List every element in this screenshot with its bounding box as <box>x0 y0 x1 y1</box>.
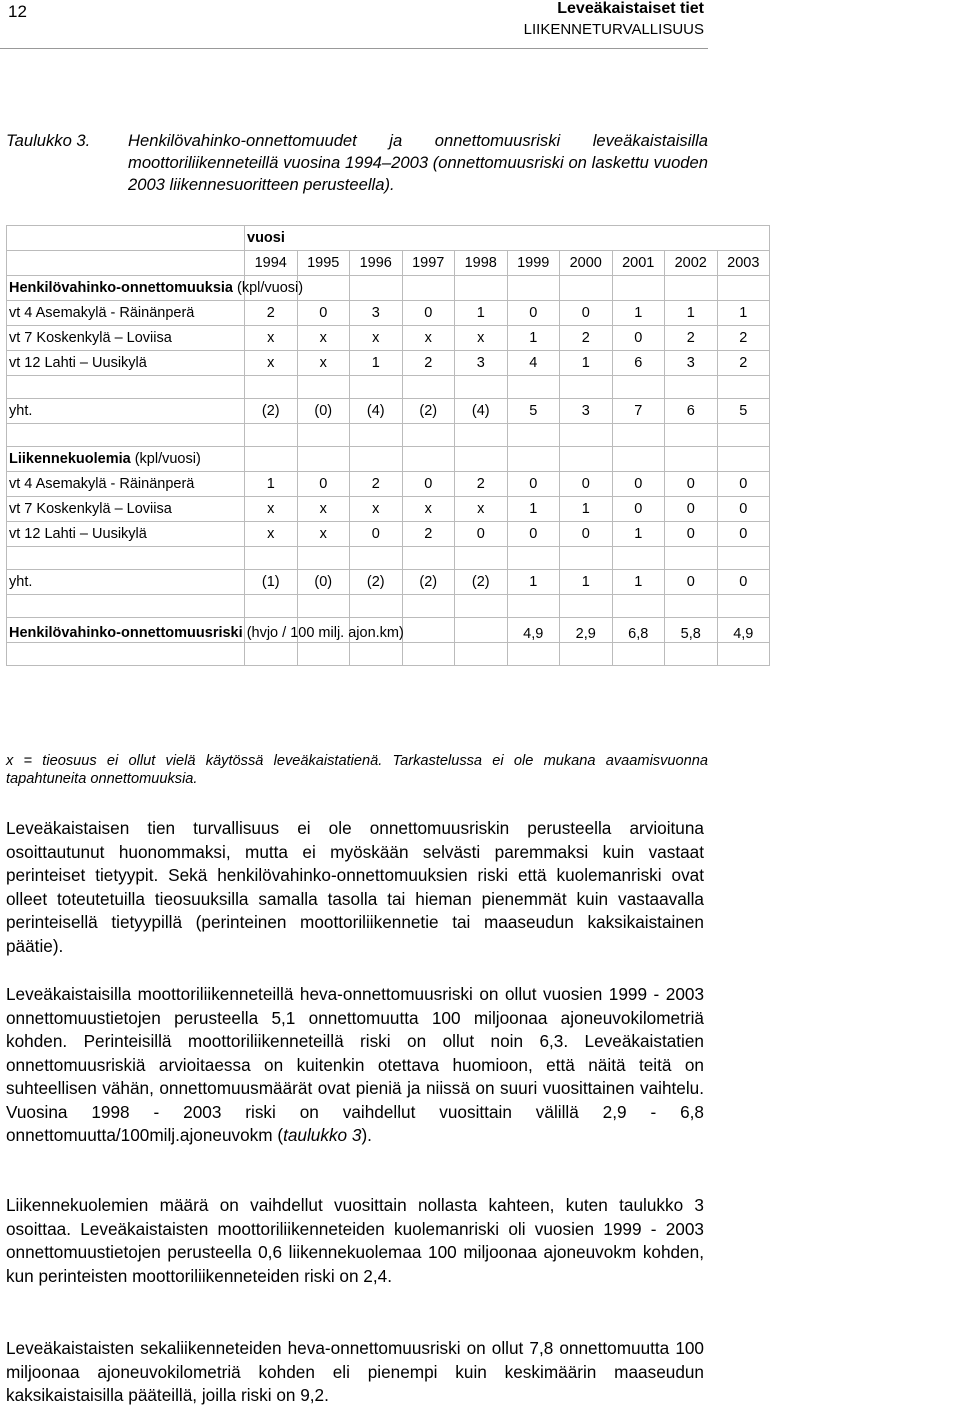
spacer-row <box>7 424 770 447</box>
value-cell: 0 <box>402 301 455 326</box>
empty-cell <box>665 595 718 618</box>
value-cell: 2 <box>717 351 770 376</box>
total-cell: 6 <box>665 399 718 424</box>
spacer-row <box>7 595 770 618</box>
value-cell: x <box>350 326 403 351</box>
total-cell: 0 <box>717 570 770 595</box>
paragraph-3: Liikennekuolemien määrä on vaihdellut vuosittain nollasta kahteen, kuten taulukko 3 osoittaa. Leveäkaistaisten moottoriliikenneteiden kuolemanriski oli vuosien 1999 - 2003 onnettomuustietojen perusteella 0,6 liikennekuolemaa 100 miljoonaa ajoneuvokm kohden, kun perinteisten moottoriliikenneteiden riski on 2,4. <box>6 1195 704 1286</box>
value-cell: 0 <box>665 472 718 497</box>
empty-cell <box>612 643 665 666</box>
section1-title-row <box>7 276 770 301</box>
risk-cell: 2,9 <box>560 618 613 643</box>
header-subtitle: LIIKENNETURVALLISUUS <box>523 21 704 38</box>
section-title <box>7 447 245 472</box>
empty-cell <box>245 376 298 399</box>
value-cell: 2 <box>665 326 718 351</box>
year-header: 2000 <box>560 251 613 276</box>
value-cell: 0 <box>507 301 560 326</box>
value-cell: 3 <box>455 351 508 376</box>
value-cell: x <box>402 497 455 522</box>
empty-cell <box>455 547 508 570</box>
empty-cell <box>297 424 350 447</box>
value-cell: x <box>402 326 455 351</box>
empty-cell <box>665 547 718 570</box>
risk-cell: 6,8 <box>612 618 665 643</box>
section-title-unit: (hvjo / 100 milj. ajon.km) <box>246 625 404 641</box>
value-cell: 1 <box>612 522 665 547</box>
value-cell: 0 <box>665 522 718 547</box>
total-row <box>7 570 770 595</box>
total-cell: (2) <box>245 399 298 424</box>
empty-cell <box>455 276 508 301</box>
empty-cell <box>297 447 350 472</box>
empty-cell <box>507 643 560 666</box>
empty-cell <box>717 643 770 666</box>
years-row <box>7 251 770 276</box>
empty-cell <box>612 547 665 570</box>
value-cell: 0 <box>560 472 613 497</box>
empty-cell <box>455 447 508 472</box>
total-cell: (2) <box>402 570 455 595</box>
total-cell: (0) <box>297 570 350 595</box>
value-cell: x <box>245 326 298 351</box>
caption-label: Taulukko 3. <box>6 131 91 150</box>
value-cell: 0 <box>507 522 560 547</box>
table-row <box>7 522 770 547</box>
value-cell: x <box>297 497 350 522</box>
header-divider <box>0 48 708 49</box>
empty-cell <box>455 424 508 447</box>
value-cell: 6 <box>612 351 665 376</box>
value-cell: 1 <box>507 326 560 351</box>
empty-cell <box>350 643 403 666</box>
road-label: vt 12 Lahti – Uusikylä <box>7 522 245 547</box>
year-header: 1996 <box>350 251 403 276</box>
section-title-unit: (kpl/vuosi) <box>237 279 304 296</box>
empty-cell <box>402 447 455 472</box>
value-cell: x <box>297 351 350 376</box>
value-cell: 1 <box>560 351 613 376</box>
year-header: 2002 <box>665 251 718 276</box>
value-cell: 4 <box>507 351 560 376</box>
table-row <box>7 497 770 522</box>
total-cell: 3 <box>560 399 613 424</box>
table-row <box>7 301 770 326</box>
empty-cell <box>560 424 613 447</box>
year-header: 1998 <box>455 251 508 276</box>
risk-cell <box>455 618 508 643</box>
empty-cell <box>560 643 613 666</box>
section-title-bold: Liikennekuolemia <box>9 450 131 467</box>
spacer-row <box>7 643 770 666</box>
empty-cell <box>297 376 350 399</box>
caption-text: Henkilövahinko-onnettomuudet ja onnettomuusriski leveäkaistaisilla moottoriliikenneteillä vuosina 1994–2003 (onnettomuusriski on laskettu vuoden 2003 liikennesuoritteen perusteella). <box>128 131 708 194</box>
accident-table <box>6 225 770 666</box>
total-cell: 5 <box>507 399 560 424</box>
section3-title-row <box>7 618 770 643</box>
section-title <box>7 276 304 301</box>
empty-cell <box>402 595 455 618</box>
empty-cell <box>455 595 508 618</box>
empty-cell <box>7 424 245 447</box>
empty-cell <box>402 643 455 666</box>
empty-cell <box>297 595 350 618</box>
value-cell: 2 <box>455 472 508 497</box>
road-label: vt 4 Asemakylä - Räinänperä <box>7 301 245 326</box>
empty-cell <box>507 376 560 399</box>
total-cell: 1 <box>507 570 560 595</box>
empty-cell <box>7 547 245 570</box>
year-header: 2001 <box>612 251 665 276</box>
year-header: 1995 <box>297 251 350 276</box>
value-cell: 1 <box>507 497 560 522</box>
total-label: yht. <box>7 399 245 424</box>
total-label: yht. <box>7 570 245 595</box>
value-cell: 2 <box>245 301 298 326</box>
empty-cell <box>245 547 298 570</box>
empty-cell <box>7 595 245 618</box>
empty-cell <box>350 276 403 301</box>
total-row <box>7 399 770 424</box>
total-cell: 5 <box>717 399 770 424</box>
empty-cell <box>560 447 613 472</box>
empty-cell <box>717 447 770 472</box>
risk-cell <box>402 618 455 643</box>
value-cell: 0 <box>717 497 770 522</box>
value-cell: 0 <box>612 497 665 522</box>
value-cell: x <box>455 497 508 522</box>
empty-cell <box>7 226 245 251</box>
empty-cell <box>245 595 298 618</box>
section-title-bold: Henkilövahinko-onnettomuuksia <box>9 279 233 296</box>
section-title-unit: (kpl/vuosi) <box>134 450 201 467</box>
value-cell: x <box>245 522 298 547</box>
empty-cell <box>717 276 770 301</box>
value-cell: 0 <box>717 522 770 547</box>
empty-cell <box>507 424 560 447</box>
section-title-bold: Henkilövahinko-onnettomuusriski <box>9 625 243 641</box>
empty-cell <box>507 276 560 301</box>
value-cell: 1 <box>455 301 508 326</box>
year-header: 1994 <box>245 251 298 276</box>
empty-cell <box>560 595 613 618</box>
paragraph-2 <box>6 983 704 1148</box>
value-cell: 1 <box>350 351 403 376</box>
value-cell: 1 <box>717 301 770 326</box>
empty-cell <box>665 376 718 399</box>
empty-cell <box>245 643 298 666</box>
total-cell: 0 <box>665 570 718 595</box>
road-label: vt 12 Lahti – Uusikylä <box>7 351 245 376</box>
value-cell: x <box>350 497 403 522</box>
table-footnote: x = tieosuus ei ollut vielä käytössä leveäkaistatienä. Tarkastelussa ei ole mukana avaamisvuonna tapahtuneita onnettomuuksia. <box>6 753 708 787</box>
section-title <box>7 618 404 643</box>
value-cell: 2 <box>402 351 455 376</box>
empty-cell <box>350 595 403 618</box>
empty-cell <box>455 376 508 399</box>
empty-cell <box>612 276 665 301</box>
value-cell: 0 <box>455 522 508 547</box>
year-header: 1999 <box>507 251 560 276</box>
empty-cell <box>612 447 665 472</box>
value-cell: 0 <box>297 472 350 497</box>
spacer-row <box>7 376 770 399</box>
total-cell: (4) <box>455 399 508 424</box>
empty-cell <box>612 424 665 447</box>
value-cell: x <box>297 522 350 547</box>
empty-cell <box>297 547 350 570</box>
year-heading-row <box>7 226 770 251</box>
risk-cell: 5,8 <box>665 618 718 643</box>
value-cell: x <box>297 326 350 351</box>
empty-cell <box>717 547 770 570</box>
value-cell: 2 <box>560 326 613 351</box>
value-cell: 2 <box>717 326 770 351</box>
paragraph-2-end: ). <box>361 1125 372 1145</box>
paragraph-1: Leveäkaistaisen tien turvallisuus ei ole onnettomuusriskin perusteella arvioituna osoittautunut huonommaksi, mutta ei myöskään selvästi paremmaksi kuin vastaat perinteiset tietyypit. Sekä henkilövahinko-onnettomuuksien riski että kuolemanriski ovat olleet toteutetuilla tieosuuksilla samalla tasolla tai hieman pienemmät kuin vastaavalla perinteisellä tietyypillä (perinteinen moottoriliikennetie tai maaseudun kaksikaistainen päätie). <box>6 818 704 956</box>
total-cell: (4) <box>350 399 403 424</box>
road-label: vt 4 Asemakylä - Räinänperä <box>7 472 245 497</box>
table-reference: taulukko 3 <box>283 1125 362 1145</box>
empty-cell <box>402 276 455 301</box>
page-number: 12 <box>8 2 27 21</box>
empty-cell <box>665 276 718 301</box>
empty-cell <box>717 424 770 447</box>
total-cell: (2) <box>455 570 508 595</box>
header-title: Leveäkaistaiset tiet <box>557 0 704 17</box>
empty-cell <box>665 424 718 447</box>
total-cell: 1 <box>612 570 665 595</box>
empty-cell <box>560 276 613 301</box>
table-row <box>7 326 770 351</box>
risk-cell: 4,9 <box>507 618 560 643</box>
empty-cell <box>402 424 455 447</box>
empty-cell <box>350 547 403 570</box>
empty-cell <box>507 447 560 472</box>
empty-cell <box>612 376 665 399</box>
value-cell: 1 <box>245 472 298 497</box>
value-cell: 0 <box>507 472 560 497</box>
empty-cell <box>560 547 613 570</box>
total-cell: (0) <box>297 399 350 424</box>
empty-cell <box>350 424 403 447</box>
value-cell: 0 <box>560 301 613 326</box>
empty-cell <box>7 376 245 399</box>
value-cell: 0 <box>612 472 665 497</box>
empty-cell <box>402 376 455 399</box>
value-cell: 1 <box>665 301 718 326</box>
empty-cell <box>665 447 718 472</box>
value-cell: 0 <box>297 301 350 326</box>
value-cell: 2 <box>402 522 455 547</box>
total-cell: 1 <box>560 570 613 595</box>
empty-cell <box>402 547 455 570</box>
paragraph-4: Leveäkaistaisten sekaliikenneteiden heva-onnettomuusriski on ollut 7,8 onnettomuutta 100 miljoonaa ajoneuvokilometriä kohden eli pienempi kuin keskimäärin maaseudun kaksikaistaisilla pääteillä, joilla riski on 9,2. <box>6 1338 704 1405</box>
value-cell: 2 <box>350 472 403 497</box>
paragraph-2-text: Leveäkaistaisilla moottoriliikenneteillä heva-onnettomuusriski on ollut vuosien 1999 - 2003 onnettomuustietojen perusteella 5,1 onnettomuutta 100 miljoonaa ajoneuvokilometriä kohden. Perinteisillä moottoriliikenneteillä riski on ollut noin 6,3. Leveäkaistatien onnettomuusriskiä arvioitaessa on kuitenkin otettava huomioon, että näitä teitä on suhteellisen vähän, onnettomuusmäärät ovat pieniä ja niissä on suuri vuosittainen vaihtelu. Vuosina 1998 - 2003 riski on vaihdellut vuosittain välillä 2,9 - 6,8 onnettomuutta/100milj.ajoneuvokm ( <box>6 984 704 1145</box>
total-cell: (1) <box>245 570 298 595</box>
empty-cell <box>245 447 298 472</box>
empty-cell <box>7 251 245 276</box>
value-cell: x <box>455 326 508 351</box>
empty-cell <box>717 376 770 399</box>
value-cell: 0 <box>402 472 455 497</box>
empty-cell <box>350 376 403 399</box>
total-cell: (2) <box>350 570 403 595</box>
total-cell: (2) <box>402 399 455 424</box>
empty-cell <box>560 376 613 399</box>
value-cell: 0 <box>560 522 613 547</box>
road-label: vt 7 Koskenkylä – Loviisa <box>7 497 245 522</box>
empty-cell <box>507 547 560 570</box>
empty-cell <box>665 643 718 666</box>
section2-title-row <box>7 447 770 472</box>
empty-cell <box>717 595 770 618</box>
table-row <box>7 351 770 376</box>
risk-cell: 4,9 <box>717 618 770 643</box>
page-header <box>0 0 960 52</box>
value-cell: x <box>245 497 298 522</box>
year-heading: vuosi <box>245 226 770 251</box>
value-cell: 1 <box>560 497 613 522</box>
empty-cell <box>507 595 560 618</box>
empty-cell <box>245 424 298 447</box>
value-cell: 0 <box>612 326 665 351</box>
empty-cell <box>350 447 403 472</box>
empty-cell <box>612 595 665 618</box>
year-header: 2003 <box>717 251 770 276</box>
value-cell: 3 <box>665 351 718 376</box>
value-cell: 0 <box>665 497 718 522</box>
empty-cell <box>297 276 350 301</box>
empty-cell <box>297 643 350 666</box>
value-cell: 3 <box>350 301 403 326</box>
value-cell: 0 <box>350 522 403 547</box>
value-cell: x <box>245 351 298 376</box>
empty-cell <box>455 643 508 666</box>
year-header: 1997 <box>402 251 455 276</box>
value-cell: 0 <box>717 472 770 497</box>
total-cell: 7 <box>612 399 665 424</box>
value-cell: 1 <box>612 301 665 326</box>
empty-cell <box>7 643 245 666</box>
spacer-row <box>7 547 770 570</box>
road-label: vt 7 Koskenkylä – Loviisa <box>7 326 245 351</box>
table-row <box>7 472 770 497</box>
